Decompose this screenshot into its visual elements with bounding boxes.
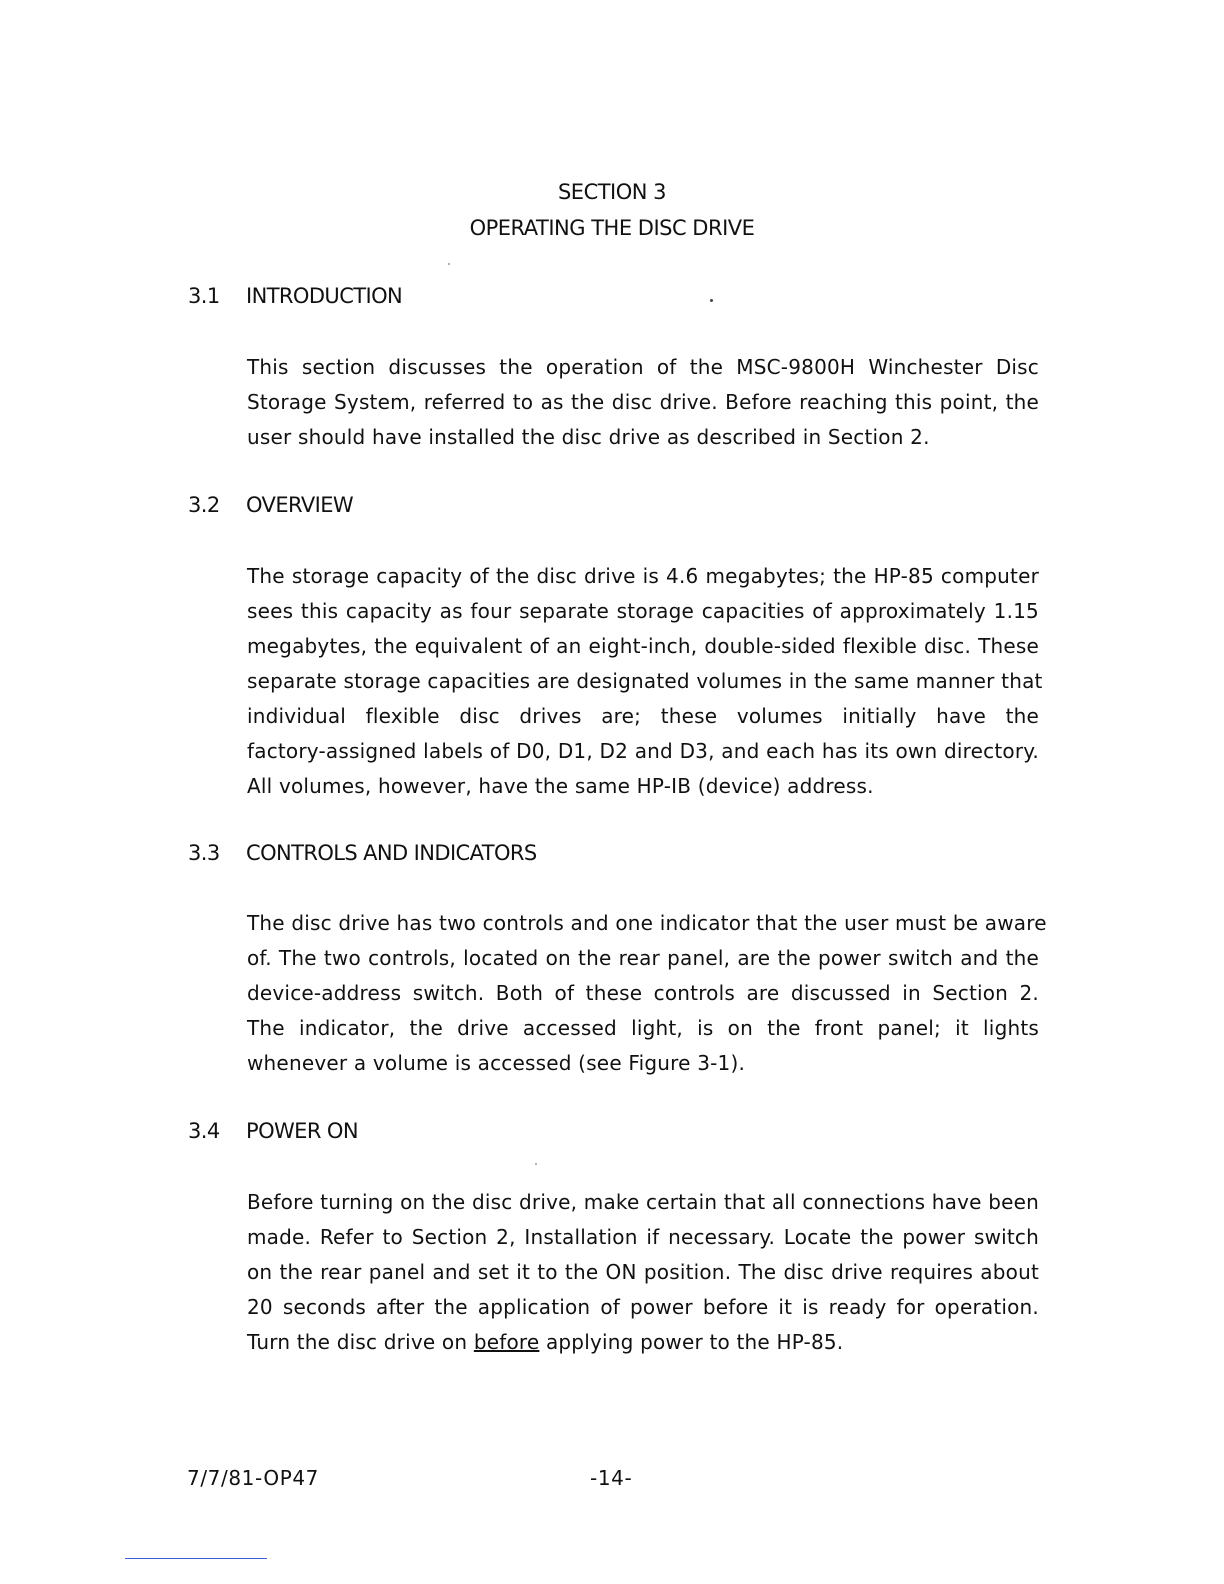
paragraph-line: The storage capacity of the disc drive is 4.6 megabytes; the HP-85 computer	[247, 564, 1039, 588]
scan-speck	[535, 1163, 537, 1165]
paragraph-line: on the rear panel and set it to the ON position. The disc drive requires about	[247, 1260, 1039, 1284]
heading-controls-and-indicators	[188, 841, 537, 865]
paragraph-line: Storage System, referred to as the disc drive. Before reaching this point, the	[247, 390, 1039, 414]
heading-text: POWER ON	[246, 1119, 358, 1143]
paragraph-line: separate storage capacities are designated volumes in the same manner that	[247, 669, 1043, 693]
heading-text: INTRODUCTION	[246, 284, 403, 308]
paragraph-line: sees this capacity as four separate storage capacities of approximately 1.15	[247, 599, 1039, 623]
heading-overview	[188, 493, 353, 517]
heading-power-on	[188, 1119, 358, 1143]
paragraph-line: user should have installed the disc drive as described in Section 2.	[247, 425, 930, 449]
heading-text: OVERVIEW	[246, 493, 354, 517]
heading-number: 3.2	[188, 493, 220, 517]
paragraph-line: 20 seconds after the application of power before it is ready for operation.	[247, 1295, 1039, 1319]
document-code: 7/7/81-OP47	[187, 1466, 320, 1490]
text-run: Turn the disc drive on	[247, 1330, 474, 1354]
heading-number: 3.1	[188, 284, 220, 308]
section-subtitle: OPERATING THE DISC DRIVE	[469, 216, 755, 240]
scan-speck	[710, 299, 713, 302]
paragraph-line: Before turning on the disc drive, make certain that all connections have been	[247, 1190, 1039, 1214]
paragraph-line: All volumes, however, have the same HP-IB (device) address.	[247, 774, 874, 798]
paragraph-overview	[247, 559, 1043, 804]
heading-text: CONTROLS AND INDICATORS	[246, 841, 537, 865]
paragraph-line: of. The two controls, located on the rear panel, are the power switch and the	[247, 946, 1039, 970]
underlined-emphasis: before	[473, 1330, 540, 1354]
paragraph-line: made. Refer to Section 2, Installation if necessary. Locate the power switch	[247, 1225, 1039, 1249]
scan-speck	[448, 263, 450, 265]
paragraph-line: The indicator, the drive accessed light, is on the front panel; it lights	[247, 1016, 1039, 1040]
paragraph-introduction	[247, 350, 1039, 455]
heading-number: 3.3	[188, 841, 220, 865]
paragraph-line-last	[247, 1325, 1039, 1360]
section-title: SECTION 3	[557, 180, 667, 204]
page-number: -14-	[590, 1466, 633, 1490]
paragraph-controls-and-indicators	[247, 906, 1047, 1081]
paragraph-power-on	[247, 1185, 1039, 1360]
paragraph-line: whenever a volume is accessed (see Figure 3-1).	[247, 1051, 746, 1075]
paragraph-line: individual flexible disc drives are; these volumes initially have the	[247, 704, 1039, 728]
text-run: applying power to the HP-85.	[539, 1330, 844, 1354]
heading-introduction	[188, 284, 402, 308]
heading-number: 3.4	[188, 1119, 220, 1143]
paragraph-line: The disc drive has two controls and one indicator that the user must be aware	[247, 911, 1047, 935]
paragraph-line: megabytes, the equivalent of an eight-inch, double-sided flexible disc. These	[247, 634, 1039, 658]
paragraph-line: This section discusses the operation of the MSC-9800H Winchester Disc	[247, 355, 1039, 379]
bottom-rule	[125, 1558, 267, 1559]
paragraph-line: device-address switch. Both of these controls are discussed in Section 2.	[247, 981, 1039, 1005]
paragraph-line: factory-assigned labels of D0, D1, D2 and D3, and each has its own directory.	[247, 739, 1039, 763]
